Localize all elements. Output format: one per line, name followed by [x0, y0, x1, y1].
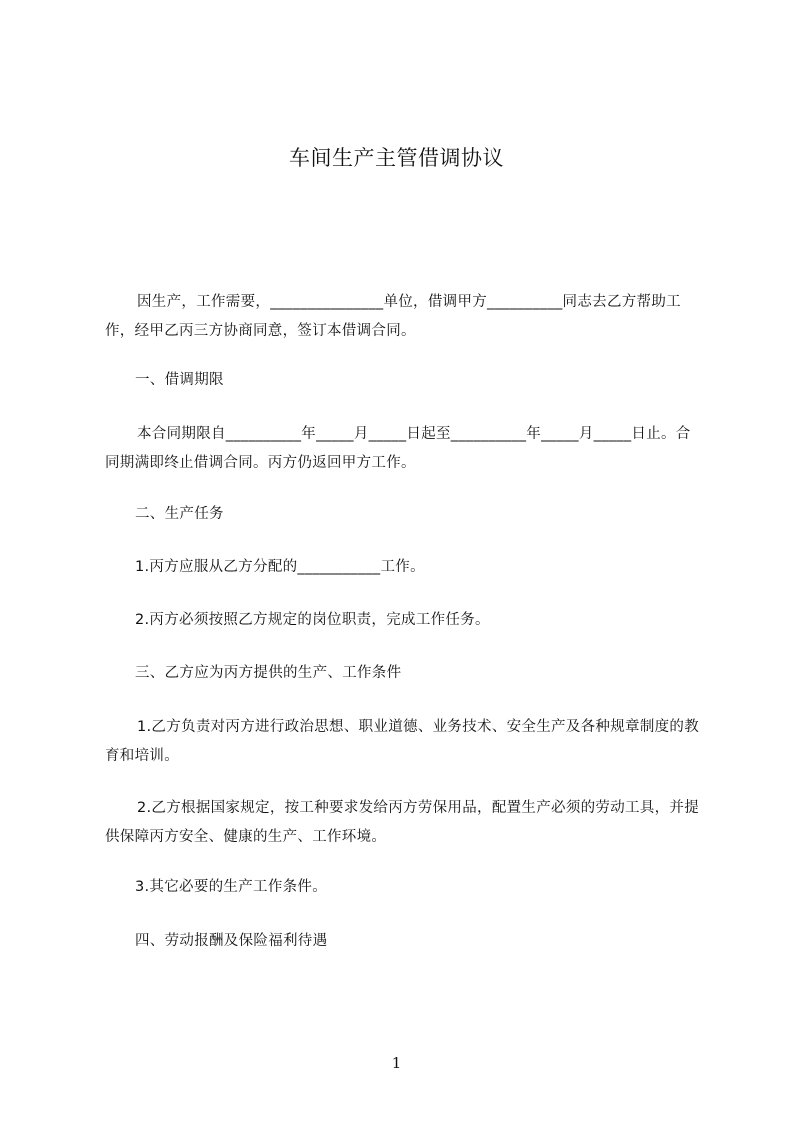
condition-item-3: 3.其它必要的生产工作条件。	[135, 879, 328, 895]
intro-paragraph: 因生产，工作需要，_______________单位，借调甲方__________同志去乙方帮助工作，经甲乙丙三方协商同意，签订本借调合同。	[105, 294, 681, 339]
section-heading-production-tasks: 二、生产任务	[135, 506, 224, 522]
document-title: 车间生产主管借调协议	[289, 146, 504, 170]
page-number: 1	[391, 1054, 402, 1072]
task-item-1: 1.丙方应服从乙方分配的___________工作。	[135, 559, 425, 575]
period-paragraph: 本合同期限自__________年_____月_____日起至__________年_____月_____日止。合同期满即终止借调合同。丙方仍返回甲方工作。	[105, 426, 691, 471]
section-heading-work-conditions: 三、乙方应为丙方提供的生产、工作条件	[135, 665, 402, 681]
section-heading-remuneration: 四、劳动报酬及保险福利待遇	[135, 933, 328, 949]
condition-item-2: 2.乙方根据国家规定，按工种要求发给丙方劳保用品，配置生产必须的劳动工具，并提供保障丙方安全、健康的生产、工作环境。	[105, 800, 700, 845]
section-heading-borrow-period: 一、借调期限	[135, 372, 224, 388]
task-item-2: 2.丙方必须按照乙方规定的岗位职责，完成工作任务。	[135, 612, 490, 628]
condition-item-1: 1.乙方负责对丙方进行政治思想、职业道德、业务技术、安全生产及各种规章制度的教育和培训。	[105, 719, 700, 764]
